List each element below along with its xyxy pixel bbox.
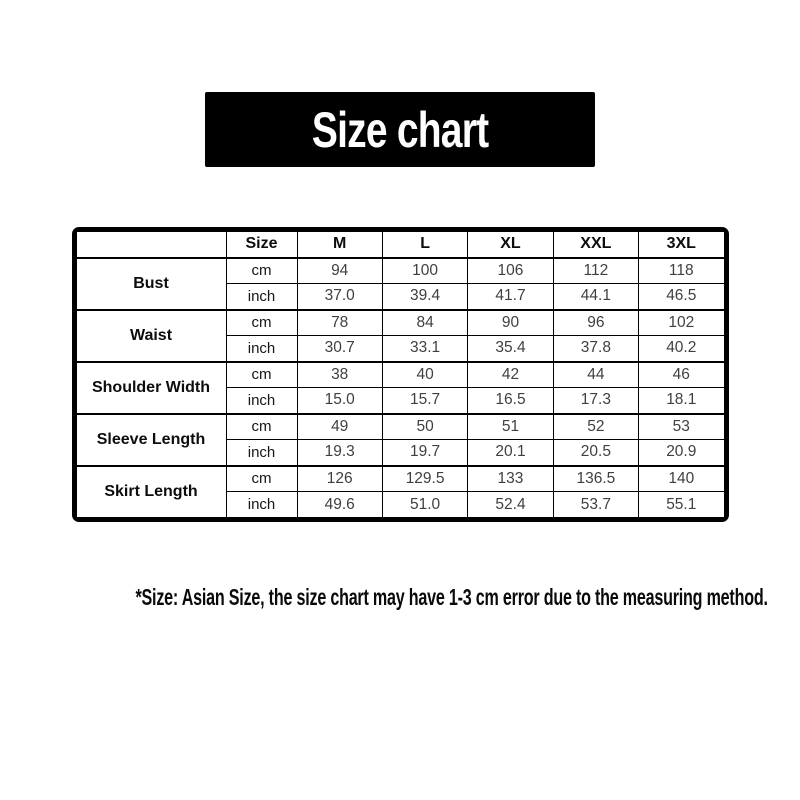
value-cell: 53.7 — [553, 492, 638, 518]
value-cell: 40 — [382, 362, 467, 388]
value-cell: 46 — [639, 362, 724, 388]
value-cell: 19.3 — [297, 440, 382, 466]
value-cell: 102 — [639, 310, 724, 336]
size-note-text: *Size: Asian Size, the size chart may have 1-3 cm error due to the measuring method. — [135, 584, 768, 610]
value-cell: 19.7 — [382, 440, 467, 466]
unit-cell-cm: cm — [226, 258, 297, 284]
value-cell: 30.7 — [297, 336, 382, 362]
value-cell: 84 — [382, 310, 467, 336]
size-chart-banner — [205, 92, 595, 167]
value-cell: 52.4 — [468, 492, 553, 518]
value-cell: 17.3 — [553, 388, 638, 414]
column-header-size: Size — [226, 232, 297, 258]
value-cell: 46.5 — [639, 284, 724, 310]
value-cell: 15.0 — [297, 388, 382, 414]
row-label-bust: Bust — [76, 258, 226, 310]
value-cell: 38 — [297, 362, 382, 388]
unit-cell-inch: inch — [226, 492, 297, 518]
unit-cell-cm: cm — [226, 466, 297, 492]
value-cell: 94 — [297, 258, 382, 284]
value-cell: 133 — [468, 466, 553, 492]
value-cell: 51 — [468, 414, 553, 440]
size-table-frame — [72, 227, 729, 522]
value-cell: 15.7 — [382, 388, 467, 414]
value-cell: 53 — [639, 414, 724, 440]
row-label-sleeve-length: Sleeve Length — [76, 414, 226, 466]
value-cell: 90 — [468, 310, 553, 336]
page-title: Size chart — [311, 101, 489, 158]
value-cell: 49 — [297, 414, 382, 440]
value-cell: 78 — [297, 310, 382, 336]
unit-cell-cm: cm — [226, 414, 297, 440]
value-cell: 44.1 — [553, 284, 638, 310]
value-cell: 100 — [382, 258, 467, 284]
value-cell: 20.9 — [639, 440, 724, 466]
table-row-sleeve-cm — [76, 414, 724, 440]
value-cell: 50 — [382, 414, 467, 440]
table-row-skirt-cm — [76, 466, 724, 492]
value-cell: 20.5 — [553, 440, 638, 466]
size-chart-table — [76, 231, 725, 518]
value-cell: 35.4 — [468, 336, 553, 362]
unit-cell-inch: inch — [226, 440, 297, 466]
table-row-bust-cm — [76, 258, 724, 284]
value-cell: 33.1 — [382, 336, 467, 362]
value-cell: 52 — [553, 414, 638, 440]
corner-cell — [76, 232, 226, 258]
value-cell: 39.4 — [382, 284, 467, 310]
table-row-shoulder-cm — [76, 362, 724, 388]
unit-cell-inch: inch — [226, 336, 297, 362]
column-header-xxl: XXL — [553, 232, 638, 258]
column-header-l: L — [382, 232, 467, 258]
value-cell: 136.5 — [553, 466, 638, 492]
unit-cell-inch: inch — [226, 284, 297, 310]
value-cell: 140 — [639, 466, 724, 492]
value-cell: 37.8 — [553, 336, 638, 362]
value-cell: 41.7 — [468, 284, 553, 310]
size-note — [0, 584, 800, 611]
value-cell: 42 — [468, 362, 553, 388]
unit-cell-inch: inch — [226, 388, 297, 414]
column-header-3xl: 3XL — [639, 232, 724, 258]
column-header-xl: XL — [468, 232, 553, 258]
row-label-waist: Waist — [76, 310, 226, 362]
value-cell: 55.1 — [639, 492, 724, 518]
value-cell: 49.6 — [297, 492, 382, 518]
header-row — [76, 232, 724, 258]
value-cell: 112 — [553, 258, 638, 284]
value-cell: 51.0 — [382, 492, 467, 518]
value-cell: 129.5 — [382, 466, 467, 492]
unit-cell-cm: cm — [226, 310, 297, 336]
row-label-shoulder-width: Shoulder Width — [76, 362, 226, 414]
value-cell: 106 — [468, 258, 553, 284]
value-cell: 16.5 — [468, 388, 553, 414]
row-label-skirt-length: Skirt Length — [76, 466, 226, 518]
value-cell: 40.2 — [639, 336, 724, 362]
value-cell: 37.0 — [297, 284, 382, 310]
value-cell: 96 — [553, 310, 638, 336]
column-header-m: M — [297, 232, 382, 258]
table-row-waist-cm — [76, 310, 724, 336]
value-cell: 126 — [297, 466, 382, 492]
value-cell: 44 — [553, 362, 638, 388]
value-cell: 20.1 — [468, 440, 553, 466]
value-cell: 118 — [639, 258, 724, 284]
value-cell: 18.1 — [639, 388, 724, 414]
unit-cell-cm: cm — [226, 362, 297, 388]
